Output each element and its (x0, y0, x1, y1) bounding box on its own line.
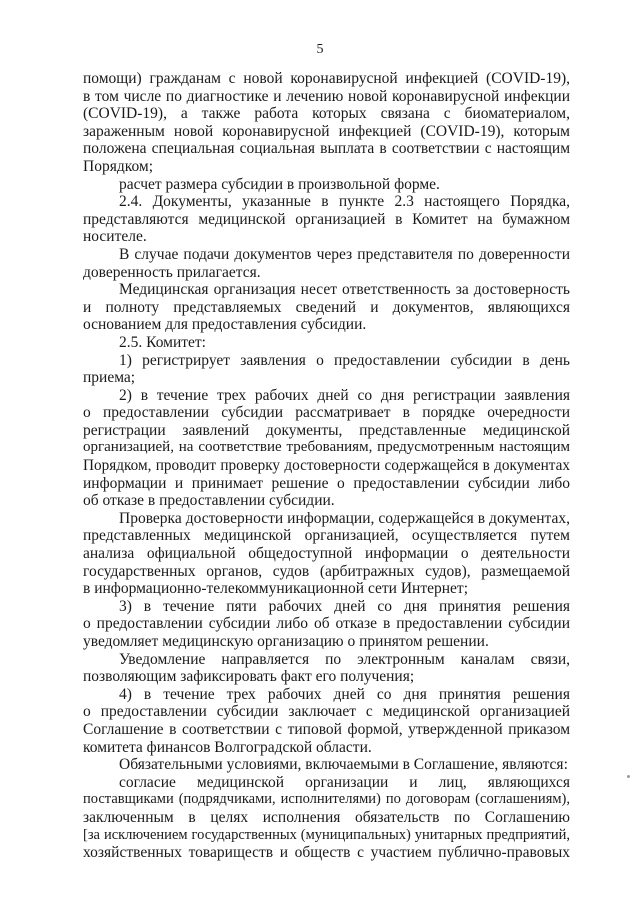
text-line: Проверка достоверности информации, содержащейся в документах, (119, 509, 570, 527)
text-line: анализа официальной общедоступной информации о деятельности (83, 545, 570, 563)
text-line: Порядком; (83, 157, 154, 175)
text-line: о предоставлении субсидии либо об отказе в предоставлении субсидии (83, 615, 570, 633)
text-line: 2) в течение трех рабочих дней со дня регистрации заявления (119, 386, 570, 404)
text-line: поставщиками (подрядчиками, исполнителями) по договорам (соглашениям), (83, 791, 570, 808)
text-line: Уведомление направляется по электронным каналам связи, (119, 650, 570, 668)
text-line: Соглашение в соответствии с типовой формой, утвержденной приказом (83, 720, 570, 738)
text-line: и полноту представляемых сведений и документов, являющихся (83, 298, 570, 316)
text-line: помощи) гражданам с новой коронавирусной инфекцией (COVID-19), (83, 70, 570, 87)
text-line: (COVID-19), а также работа которых связана с биоматериалом, (83, 105, 570, 123)
text-line: позволяющим зафиксировать факт его получения; (83, 668, 415, 686)
text-line: о предоставлении субсидии рассматривает в порядке очередности (83, 404, 570, 422)
text-line: 3) в течение пяти рабочих дней со дня принятия решения (119, 597, 570, 615)
text-line: организацией, на соответствие требованиям, предусмотренным настоящим (83, 439, 570, 456)
text-line: положена специальная социальная выплата в соответствии с настоящим (83, 140, 570, 158)
page-number: 5 (316, 42, 324, 57)
text-line: согласие медицинской организации и лиц, являющихся (119, 773, 570, 791)
text-line: хозяйственных товариществ и обществ с участием публично-правовых (83, 844, 570, 862)
text-line: в информационно-телекоммуникационной сети Интернет; (83, 580, 469, 598)
text-line: представленных медицинской организацией, осуществляется путем (83, 527, 570, 545)
scan-speck (627, 775, 630, 778)
text-line: регистрации заявлений документы, представленные медицинской (83, 421, 570, 439)
text-line: носителе. (83, 228, 147, 246)
text-line: информации и принимает решение о предоставлении субсидии либо (83, 474, 570, 492)
text-line: Медицинская организация несет ответственность за достоверность (119, 281, 570, 299)
text-line: В случае подачи документов через представителя по доверенности (119, 245, 570, 263)
text-line: 1) регистрирует заявления о предоставлении субсидии в день (119, 351, 570, 369)
text-line: Порядком, проводит проверку достоверности содержащейся в документах (83, 457, 570, 475)
text-line: [за исключением государственных (муниципальных) унитарных предприятий, (83, 826, 570, 843)
text-line: комитета финансов Волгоградской области. (83, 738, 372, 756)
text-line: заключенным в целях исполнения обязательств по Соглашению (83, 808, 570, 826)
text-line: о предоставлении субсидии заключает с медицинской организацией (83, 703, 570, 721)
text-line: государственных органов, судов (арбитражных судов), размещаемой (83, 562, 570, 580)
text-line: представляются медицинской организацией в Комитет на бумажном (83, 210, 570, 228)
text-line: 4) в течение трех рабочих дней со дня принятия решения (119, 685, 570, 703)
text-line: уведомляет медицинскую организацию о принятом решении. (83, 633, 489, 650)
text-line: приема; (83, 369, 136, 387)
text-line: Обязательными условиями, включаемыми в Соглашение, являются: (119, 756, 568, 774)
text-line: расчет размера субсидии в произвольной форме. (119, 175, 440, 193)
text-line: в том числе по диагностике и лечению новой коронавирусной инфекции (83, 87, 570, 105)
text-line: 2.4. Документы, указанные в пункте 2.3 настоящего Порядка, (119, 193, 570, 211)
text-line: об отказе в предоставлении субсидии. (83, 492, 335, 510)
text-line: доверенность прилагается. (83, 263, 261, 281)
text-line: основанием для предоставления субсидии. (83, 316, 367, 334)
text-line: 2.5. Комитет: (119, 333, 206, 351)
text-line: зараженным новой коронавирусной инфекцией (COVID-19), которым (83, 122, 570, 140)
document-body (83, 70, 570, 862)
